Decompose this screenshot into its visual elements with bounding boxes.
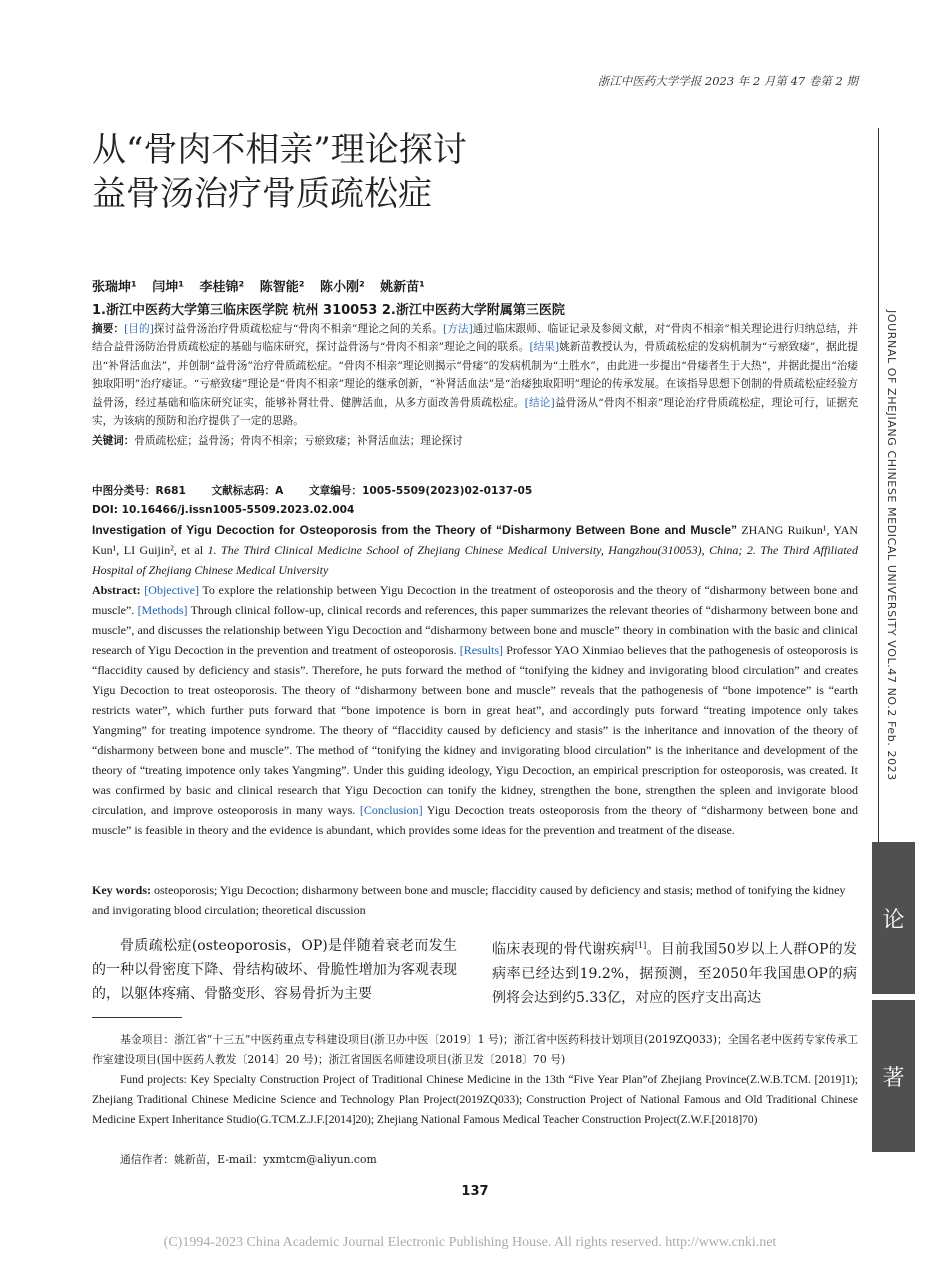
results-text: 姚新苗教授认为，骨质疏松症的发病机制为“亏瘀致痿”，据此提出“补肾活血法”，并创制“益骨汤”治疗骨质疏松症。“骨肉不相亲”理论则揭示“骨痿”的发病机制为“土胜水”，由此进一步提出“骨痿者生于大热”，并据此提出“治痿独取阳明”治疗痿证。“亏瘀致痿”理论是“骨肉不相亲”理论的继承创新，“补肾活血法”是“治痿独取阳明”理论的传承发展。在该指导思想下创制的骨质疏松症经验方益骨汤，经过基础和临床研究证实，能够补肾壮骨、健脾活血，从多方面改善骨质疏松症。 [92, 341, 858, 409]
keywords-en-label: Key words: [92, 883, 154, 897]
author: 李桂锦² [199, 280, 245, 295]
abstract-en [92, 580, 858, 840]
author: 闫坤¹ [152, 280, 184, 295]
journal-vertical-title: JOURNAL OF ZHEJIANG CHINESE MEDICAL UNIVERSITY VOL.47 NO.2 Feb. 2023 [885, 310, 898, 781]
article-title [92, 128, 467, 216]
conclusion-tag: [结论] [524, 396, 555, 409]
doi: DOI: 10.16466/j.issn1005-5509.2023.02.004 [92, 504, 355, 516]
english-title: Investigation of Yigu Decoction for Osteoporosis from the Theory of “Disharmony Between Bone and Muscle” [92, 523, 738, 537]
author-list [92, 276, 436, 295]
objective-text: 探讨益骨汤治疗骨质疏松症与“骨肉不相亲”理论之间的关系。 [153, 323, 443, 335]
conclusion-text: 益骨汤从“骨肉不相亲”理论治疗骨质疏松症，理论可行，证据充实，为该病的预防和治疗提供了一定的思路。 [92, 396, 858, 428]
section-tab-zhu: 著 [872, 1000, 915, 1152]
objective-tag-en: [Objective] [144, 583, 199, 597]
title-line-1: 从“骨肉不相亲”理论探讨 [92, 130, 467, 170]
objective-text-en: To explore the relationship between Yigu Decoction in the treatment of osteoporosis and the theory of “disharmony between bone and muscle”. [92, 583, 859, 617]
body-right-rest: 。目前我国50岁以上人群OP的发病率已经达到19.2%，据预测，至2050年我国患OP的病例将会达到约5.33亿，对应的医疗支出高达 [492, 941, 857, 1006]
journal-header: 浙江中医药大学学报 2023 年 2 月第 47 卷第 2 期 [597, 74, 858, 88]
results-tag-en: [Results] [459, 643, 504, 657]
english-authors: ZHANG Ruikun¹, YAN Kun¹, LI Guijin², et al [92, 523, 858, 557]
keywords-zh-text: 骨质疏松症；益骨汤；骨肉不相亲；亏瘀致痿；补肾活血法；理论探讨 [134, 435, 463, 447]
copyright-watermark: (C)1994-2023 China Academic Journal Electronic Publishing House. All rights reserved. http://www.cnki.net [163, 1235, 777, 1250]
keywords-zh [92, 432, 858, 450]
vertical-rule [878, 128, 879, 843]
corresponding-author: 通信作者：姚新苗，E-mail：yxmtcm@aliyun.com [120, 1153, 377, 1166]
english-affiliation: 1. The Third Clinical Medicine School of Zhejiang Chinese Medical University, Hangzhou(310053), China; 2. The Third Affiliated Hospital of Zhejiang Chinese Medical University [92, 543, 858, 577]
author: 陈小刚² [319, 280, 365, 295]
fund-projects-en: Fund projects: Key Specialty Construction Project of Traditional Chinese Medicine in the 13th “Five Year Plan”of Zhejiang Province(Z.W.B.TCM. [2019]1); Zhejiang Traditional Chinese Medicine Science and Technology Plan Project(2019ZQ033); Construction Project of National Famous and Old Traditional Chinese Medicine Expert Inheritance Studio(G.TCM.Z.J.F.[2014]20); Zhejiang National Famous Medical Teacher Construction Project(Z.W.F.[2018]70) [92, 1074, 858, 1126]
document-code: 文献标志码：A [211, 485, 284, 497]
conclusion-text-en: Yigu Decoction treats osteoporosis from the theory of “disharmony between bone and muscle” is feasible in theory and the evidence is abundant, which provides some ideas for the prevention and treatment of the disease. [92, 803, 858, 837]
keywords-zh-label: 关键词： [92, 435, 135, 447]
classification-line [92, 482, 858, 500]
reference-marker: [1] [634, 941, 647, 950]
author: 姚新苗¹ [380, 280, 425, 295]
author: 陈智能² [259, 280, 305, 295]
footnote-divider [92, 1017, 182, 1018]
clc-number: 中图分类号：R681 [92, 485, 186, 497]
methods-tag-en: [Methods] [137, 603, 188, 617]
abstract-zh [92, 320, 858, 430]
keywords-en-text: osteoporosis; Yigu Decoction; disharmony between bone and muscle; flaccidity caused by deficiency and stasis; method of tonifying the kidney and invigorating blood circulation; theoretical discussion [92, 883, 846, 917]
objective-tag: [目的] [124, 323, 154, 335]
abstract-zh-label: 摘要： [92, 323, 125, 335]
author: 张瑞坤¹ [92, 280, 137, 295]
affiliation: 1.浙江中医药大学第三临床医学院 杭州 310053 2.浙江中医药大学附属第三医院 [92, 303, 565, 318]
body-text-right [492, 934, 857, 1010]
body-right-text: 临床表现的骨代谢疾病 [492, 941, 635, 958]
abstract-en-label: Abstract: [92, 583, 145, 597]
methods-tag: [方法] [442, 323, 473, 335]
conclusion-tag-en: [Conclusion] [359, 803, 423, 817]
section-tab-lun: 论 [872, 842, 915, 994]
english-title-block [92, 520, 858, 580]
methods-text: 通过临床跟师、临证记录及参阅文献，对“骨肉不相亲”相关理论进行归纳总结，并结合益骨汤防治骨质疏松症的基础与临床研究，探讨益骨汤与“骨肉不相亲”理论之间的联系。 [92, 323, 858, 354]
results-text-en: Professor YAO Xinmiao believes that the pathogenesis of osteoporosis is “flaccidity caused by deficiency and stasis”. Therefore, he puts forward the method of “tonifying the kidney and invigorating blood circulation” and creates Yigu Decoction to treat osteoporosis. The theory of “disharmony between bone and muscle” reveals that the pathogenesis of “bone impotence” is “earth restricts water”, which further puts forward that “bone impotence is born in great heat”, and accordingly puts forward “treating impotence only takes Yangming” for treating impotence syndrome. The theory of “flaccidity caused by deficiency and stasis” is the inheritance and innovation of the theory of “disharmony between bone and muscle”. The method of “tonifying the kidney and invigorating blood circulation” is the inheritance and development of the theory of “treating impotence only takes Yangming”. Under this guiding ideology, Yigu Decoction, an empirical prescription for osteoporosis, was created. It was confirmed by basic and clinical research that Yigu Decoction can tonify the kidney, strengthen the bone, strengthen the spleen and invigorate blood circulation, and improve osteoporosis in many ways. [92, 643, 858, 817]
methods-text-en: Through clinical follow-up, clinical records and references, this paper summarizes the relevant theories of “disharmony between bone and muscle”, and discusses the relationship between Yigu Decoction and “disharmony between bone and muscle” theory in combination with the basic and clinical research of Yigu Decoction in the prevention and treatment of osteoporosis. [92, 603, 858, 657]
fund-projects-zh: 基金项目：浙江省“十三五”中医药重点专科建设项目(浙卫办中医〔2019〕1 号)；浙江省中医药科技计划项目(2019ZQ033)；全国名老中医药专家传承工作室建设项目(国中医药人教发〔2014〕20 号)；浙江省国医名师建设项目(浙卫发〔2018〕70 号) [92, 1033, 858, 1066]
body-text-left: 骨质疏松症(osteoporosis，OP)是伴随着衰老而发生的一种以骨密度下降、骨结构破坏、骨脆性增加为客观表现的，以躯体疼痛、骨骼变形、容易骨折为主要 [92, 938, 457, 1002]
page-number: 137 [461, 1184, 489, 1199]
results-tag: [结果] [529, 341, 560, 354]
article-number: 文章编号：1005-5509(2023)02-0137-05 [309, 485, 533, 497]
keywords-en [92, 880, 858, 920]
title-line-2: 益骨汤治疗骨质疏松症 [92, 174, 432, 214]
